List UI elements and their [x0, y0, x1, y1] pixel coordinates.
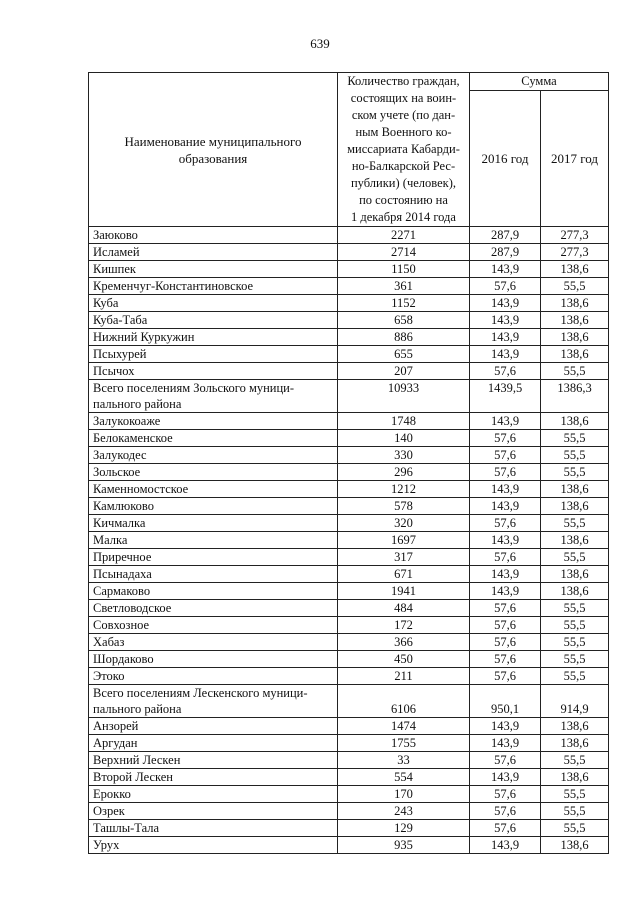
cell-name: Зольское: [89, 464, 338, 481]
cell-count: 366: [338, 634, 470, 651]
cell-2016: 143,9: [470, 583, 541, 600]
cell-2017: 138,6: [541, 261, 609, 278]
cell-count: 2714: [338, 244, 470, 261]
cell-2016: 57,6: [470, 447, 541, 464]
table-row: [89, 735, 609, 752]
cell-name: Камлюково: [89, 498, 338, 515]
header-year-2016: 2016 год: [470, 91, 541, 227]
table-row: [89, 752, 609, 769]
cell-2016: 57,6: [470, 549, 541, 566]
cell-2016: 143,9: [470, 769, 541, 786]
header-sum: Сумма: [470, 73, 609, 91]
cell-2017: 138,6: [541, 837, 609, 854]
cell-2016: 143,9: [470, 413, 541, 430]
cell-count: 484: [338, 600, 470, 617]
cell-name: Озрек: [89, 803, 338, 820]
cell-count: 33: [338, 752, 470, 769]
header-count: [338, 73, 470, 227]
cell-2017: 138,6: [541, 329, 609, 346]
cell-name: Сармаково: [89, 583, 338, 600]
cell-count: 886: [338, 329, 470, 346]
cell-name: Совхозное: [89, 617, 338, 634]
cell-count: 655: [338, 346, 470, 363]
cell-name: Каменномостское: [89, 481, 338, 498]
cell-name: Исламей: [89, 244, 338, 261]
cell-name: Псычох: [89, 363, 338, 380]
cell-name: Приречное: [89, 549, 338, 566]
cell-2016: 57,6: [470, 464, 541, 481]
cell-2017: 277,3: [541, 227, 609, 244]
table-row: [89, 447, 609, 464]
cell-2016: 57,6: [470, 668, 541, 685]
header-name: [89, 73, 338, 227]
cell-count: 317: [338, 549, 470, 566]
cell-name: Кичмалка: [89, 515, 338, 532]
cell-2016: 57,6: [470, 278, 541, 295]
cell-name: Кременчуг-Константиновское: [89, 278, 338, 295]
cell-2016: 143,9: [470, 481, 541, 498]
table-row: [89, 583, 609, 600]
cell-name: Куба-Таба: [89, 312, 338, 329]
table-row: [89, 651, 609, 668]
cell-count: 140: [338, 430, 470, 447]
cell-name: Шордаково: [89, 651, 338, 668]
cell-name: Заюково: [89, 227, 338, 244]
cell-2016: 143,9: [470, 329, 541, 346]
cell-2017: 55,5: [541, 515, 609, 532]
header-name-text: Наименование муниципального образования: [124, 133, 302, 166]
cell-2017: 55,5: [541, 447, 609, 464]
table-row: [89, 600, 609, 617]
cell-name: Верхний Лескен: [89, 752, 338, 769]
table-row: [89, 261, 609, 278]
table-row: [89, 566, 609, 583]
cell-2016: 143,9: [470, 837, 541, 854]
cell-name: Анзорей: [89, 718, 338, 735]
table-row: [89, 430, 609, 447]
table-row: [89, 278, 609, 295]
cell-2016: 287,9: [470, 227, 541, 244]
cell-2017: 914,9: [541, 685, 609, 718]
cell-2017: 55,5: [541, 549, 609, 566]
cell-2017: 138,6: [541, 498, 609, 515]
cell-count: 330: [338, 447, 470, 464]
cell-count: 1474: [338, 718, 470, 735]
table-row: [89, 464, 609, 481]
cell-2016: 57,6: [470, 786, 541, 803]
table-row: [89, 413, 609, 430]
cell-count: 1748: [338, 413, 470, 430]
cell-2016: 143,9: [470, 735, 541, 752]
cell-2016: 57,6: [470, 634, 541, 651]
cell-2017: 138,6: [541, 346, 609, 363]
cell-2017: 138,6: [541, 312, 609, 329]
header-count-line: но-Балкарской Рес-: [351, 159, 456, 173]
cell-name: Этоко: [89, 668, 338, 685]
cell-2017: 55,5: [541, 752, 609, 769]
cell-count: 296: [338, 464, 470, 481]
cell-count: 320: [338, 515, 470, 532]
cell-2016: 57,6: [470, 752, 541, 769]
cell-count: 671: [338, 566, 470, 583]
header-count-line: состоящих на воин-: [350, 91, 457, 105]
table-row: [89, 295, 609, 312]
cell-2017: 277,3: [541, 244, 609, 261]
header-count-line: публики) (человек),: [350, 176, 457, 190]
cell-name-line: Всего поселениям Зольского муници-: [93, 381, 295, 395]
cell-2017: 55,5: [541, 430, 609, 447]
cell-2016: 143,9: [470, 312, 541, 329]
municipal-funding-table: [88, 72, 609, 854]
cell-2017: 138,6: [541, 413, 609, 430]
cell-2016: 143,9: [470, 532, 541, 549]
cell-name: Залукодес: [89, 447, 338, 464]
cell-2017: 138,6: [541, 532, 609, 549]
cell-2017: 138,6: [541, 718, 609, 735]
cell-2017: 138,6: [541, 735, 609, 752]
cell-name: Светловодское: [89, 600, 338, 617]
cell-2017: 55,5: [541, 278, 609, 295]
cell-count: 129: [338, 820, 470, 837]
cell-2017: 138,6: [541, 566, 609, 583]
table-row: [89, 346, 609, 363]
cell-2016: 143,9: [470, 498, 541, 515]
header-count-line: миссариата Кабарди-: [347, 142, 460, 156]
cell-name: Аргудан: [89, 735, 338, 752]
cell-count: 554: [338, 769, 470, 786]
total-row: [89, 380, 609, 413]
cell-count: 243: [338, 803, 470, 820]
table-row: [89, 617, 609, 634]
table-row: [89, 312, 609, 329]
cell-count: 1212: [338, 481, 470, 498]
cell-2017: 55,5: [541, 464, 609, 481]
page-number: 639: [310, 36, 330, 51]
cell-2017: 55,5: [541, 617, 609, 634]
cell-count: 2271: [338, 227, 470, 244]
cell-name: Малка: [89, 532, 338, 549]
table-row: [89, 498, 609, 515]
cell-count: 1941: [338, 583, 470, 600]
cell-count: 207: [338, 363, 470, 380]
cell-2016: 57,6: [470, 803, 541, 820]
cell-2017: 55,5: [541, 820, 609, 837]
cell-2016: 57,6: [470, 600, 541, 617]
cell-name: Нижний Куркужин: [89, 329, 338, 346]
cell-2017: 138,6: [541, 295, 609, 312]
table-row: [89, 227, 609, 244]
cell-count: 1150: [338, 261, 470, 278]
cell-count: 10933: [338, 380, 470, 413]
table-row: [89, 244, 609, 261]
cell-2016: 57,6: [470, 617, 541, 634]
header-count-line: ным Военного ко-: [355, 125, 452, 139]
cell-2017: 55,5: [541, 600, 609, 617]
table-row: [89, 515, 609, 532]
cell-name-line: пального района: [93, 702, 182, 716]
total-row: [89, 685, 609, 718]
cell-name: [89, 380, 338, 413]
cell-2017: 55,5: [541, 363, 609, 380]
table-row: [89, 634, 609, 651]
header-count-line: Количество граждан,: [347, 74, 460, 88]
table-row: [89, 329, 609, 346]
cell-2016: 143,9: [470, 295, 541, 312]
cell-2017: 55,5: [541, 634, 609, 651]
cell-2016: 57,6: [470, 651, 541, 668]
table-row: [89, 532, 609, 549]
table-row: [89, 668, 609, 685]
cell-count: 6106: [338, 685, 470, 718]
cell-count: 935: [338, 837, 470, 854]
cell-2017: 55,5: [541, 668, 609, 685]
table-body: [89, 227, 609, 854]
cell-name: Урух: [89, 837, 338, 854]
table-row: [89, 769, 609, 786]
cell-count: 211: [338, 668, 470, 685]
table-row: [89, 803, 609, 820]
cell-2016: 57,6: [470, 820, 541, 837]
cell-2016: 57,6: [470, 515, 541, 532]
cell-count: 658: [338, 312, 470, 329]
cell-count: 170: [338, 786, 470, 803]
cell-2017: 1386,3: [541, 380, 609, 413]
cell-2017: 55,5: [541, 651, 609, 668]
cell-2017: 138,6: [541, 481, 609, 498]
cell-count: 1755: [338, 735, 470, 752]
cell-2016: 143,9: [470, 566, 541, 583]
cell-2017: 138,6: [541, 769, 609, 786]
cell-name: [89, 685, 338, 718]
cell-2016: 143,9: [470, 346, 541, 363]
cell-count: 450: [338, 651, 470, 668]
cell-2016: 950,1: [470, 685, 541, 718]
cell-name: Ташлы-Тала: [89, 820, 338, 837]
table-row: [89, 786, 609, 803]
cell-name: Псынадаха: [89, 566, 338, 583]
cell-name: Хабаз: [89, 634, 338, 651]
cell-name: Ерокко: [89, 786, 338, 803]
cell-name: Второй Лескен: [89, 769, 338, 786]
cell-count: 1152: [338, 295, 470, 312]
cell-2016: 57,6: [470, 363, 541, 380]
table-row: [89, 549, 609, 566]
header-count-line: ском учете (по дан-: [351, 108, 456, 122]
cell-2017: 55,5: [541, 786, 609, 803]
header-year-2017: 2017 год: [541, 91, 609, 227]
table-row: [89, 837, 609, 854]
cell-name: Залукокоаже: [89, 413, 338, 430]
header-count-line: 1 декабря 2014 года: [351, 210, 456, 224]
cell-name-line: Всего поселениям Лескенского муници-: [93, 686, 308, 700]
cell-2016: 57,6: [470, 430, 541, 447]
cell-count: 172: [338, 617, 470, 634]
cell-name: Псыхурей: [89, 346, 338, 363]
table-row: [89, 718, 609, 735]
cell-2016: 287,9: [470, 244, 541, 261]
cell-name-line: пального района: [93, 397, 182, 411]
cell-count: 1697: [338, 532, 470, 549]
cell-name: Белокаменское: [89, 430, 338, 447]
table-header: [89, 73, 609, 227]
cell-name: Кишпек: [89, 261, 338, 278]
table-row: [89, 363, 609, 380]
table-row: [89, 820, 609, 837]
cell-2016: 143,9: [470, 261, 541, 278]
cell-name: Куба: [89, 295, 338, 312]
table-row: [89, 481, 609, 498]
cell-count: 361: [338, 278, 470, 295]
header-count-line: по состоянию на: [359, 193, 448, 207]
cell-2017: 55,5: [541, 803, 609, 820]
cell-2017: 138,6: [541, 583, 609, 600]
cell-2016: 143,9: [470, 718, 541, 735]
cell-2016: 1439,5: [470, 380, 541, 413]
cell-count: 578: [338, 498, 470, 515]
